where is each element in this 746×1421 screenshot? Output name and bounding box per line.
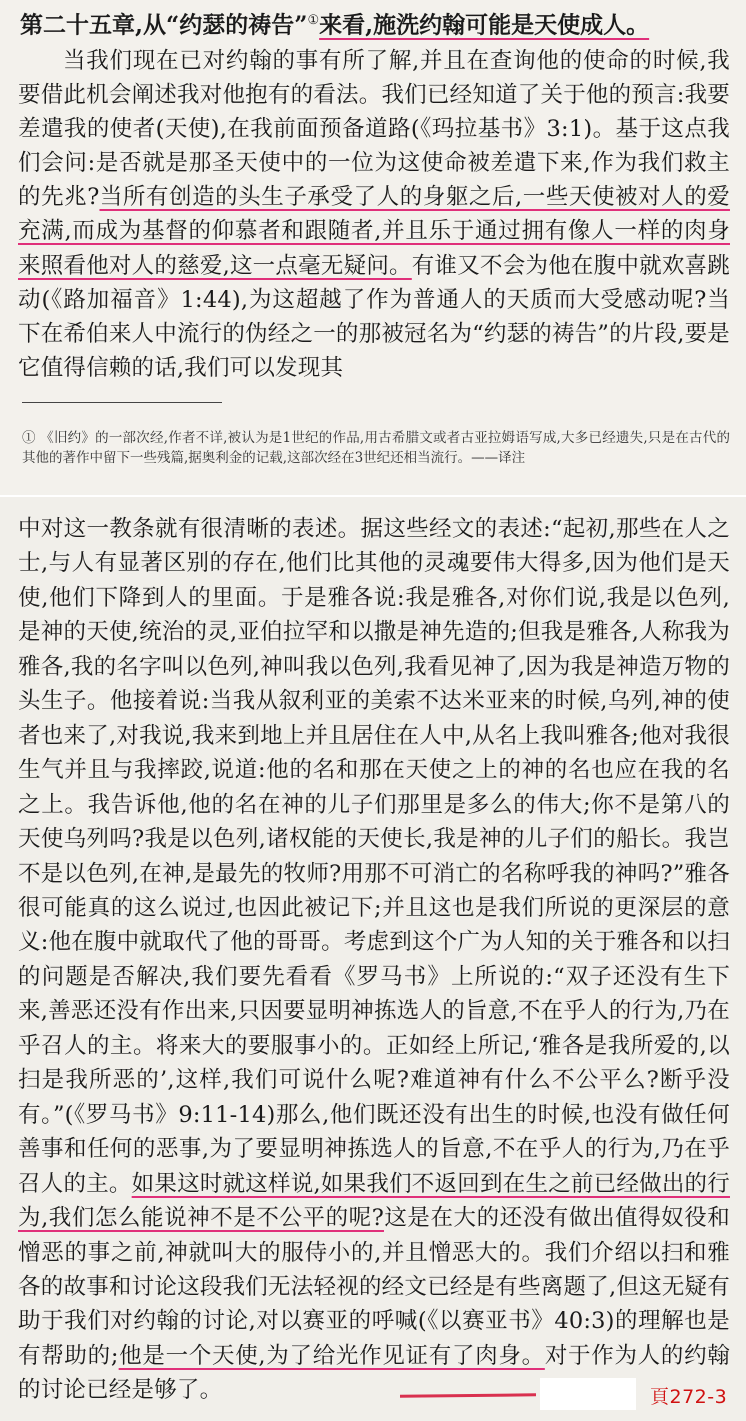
- footnote-mark: ①: [307, 13, 320, 28]
- page-label: 頁272-3: [650, 1386, 728, 1408]
- para1-text-a: 当我们现在已对约翰的事有所了解,并且在查询他的使命的时候,我要借此机会阐述我对他抱有的看法。我们已经知道了关于他的预言:我要差遣我的使者(天使),在我前面预备道路(《玛拉基书》3:1)。基于这点我们会问:是否就是那圣天使中的一位为这使命被差遣下来,作为我们救主的先兆?: [18, 48, 730, 211]
- footnote-divider: [22, 402, 222, 403]
- label-background: [540, 1378, 636, 1410]
- para2-text-b: 这是在大的还没有做出值得奴役和憎恶的事之前,神就叫大的服侍小的,并且憎恶大的。我们介绍以扫和雅各的故事和讨论这段我们无法轻视的经文已经是有些离题了,但这无疑有助于我们对约翰的讨论,对以赛亚的呼喊(《以赛亚书》40:3)的理解也是有帮助的;: [18, 1205, 730, 1369]
- heading-highlighted-title: 来看,施洗约翰可能是天使成人。: [319, 11, 650, 39]
- paragraph-two: [18, 512, 730, 1408]
- footnote: ① 《旧约》的一部次经,作者不详,被认为是1世纪的作品,用古希腊文或者古亚拉姆语写成,大多已经遗失,只是在古代的其他的著作中留下一些残篇,据奥利金的记载,这部次经在3世纪还相当流行。——译注: [22, 430, 730, 466]
- para2-text-a: 中对这一教条就有很清晰的表述。据这些经文的表述:“起初,那些在人之士,与人有显著区别的存在,他们比其他的灵魂要伟大得多,因为他们是天使,他们下降到人的里面。于是雅各说:我是雅各,对你们说,我是以色列,是神的天使,统治的灵,亚伯拉罕和以撒是神先造的;但我是雅各,人称我为雅各,我的名字叫以色列,神叫我以色列,我看见神了,因为我是神造万物的头生子。他接着说:当我从叙利亚的美索不达米亚来的时候,乌列,神的使者也来了,对我说,我来到地上并且居住在人中,从名上我叫雅各;他对我很生气并且与我摔跤,说道:他的名和那在天使之上的神的名也应在我的名之上。我告诉他,他的名在神的儿子们那里是多么的伟大;你不是第八的天使乌列吗?我是以色列,诸权能的天使长,我是神的儿子们的船长。我岂不是以色列,在神,是最先的牧师?用那不可消亡的名称呼我的神吗?”雅各很可能真的这么说过,也因此被记下;并且这也是我们所说的更深层的意义:他在腹中就取代了他的哥哥。考虑到这个广为人知的关于雅各和以扫的问题是否解决,我们要先看看《罗马书》上所说的:“双子还没有生下来,善恶还没有作出来,只因要显明神拣选人的旨意,不在乎人的行为,乃在乎召人的主。将来大的要服事小的。正如经上所记,‘雅各是我所爱的,以扫是我所恶的’,这样,我们可说什么呢?难道神有什么不公平么?断乎没有。”(《罗马书》9:11-14)那么,他们既还没有出生的时候,也没有做任何善事和任何的恶事,为了要显明神拣选人的旨意,不在乎人的行为,乃在乎召人的主。: [18, 516, 730, 1197]
- para2-text-c: 对于作为人的约翰的讨论已经是够了。: [18, 1342, 731, 1404]
- paragraph-one: [18, 44, 730, 385]
- para1-text-b: 有谁又不会为他在腹中就欢喜跳动(《路加福音》1:44),为这超越了作为普通人的天质而大受感动呢?当下在希伯来人中流行的伪经之一的那被冠名为“约瑟的祷告”的片段,要是它值得信赖的话,我们可以发现其: [18, 252, 730, 381]
- para1-highlight: 当所有创造的头生子承受了人的身躯之后,一些天使被对人的爱充满,而成为基督的仰慕者和跟随者,并且乐于通过拥有像人一样的肉身来照看他对人的慈爱,这一点毫无疑问。: [18, 184, 730, 279]
- chapter-heading: 第二十五章,从“约瑟的祷告”①来看,施洗约翰可能是天使成人。: [20, 11, 650, 39]
- para2-highlight-a: 如果这时就这样说,如果我们不返回到在生之前已经做出的行为,我们怎么能说神不是不公平的呢?: [18, 1170, 730, 1232]
- para2-highlight-b: 他是一个天使,为了给光作见证有了肉身。: [118, 1342, 545, 1369]
